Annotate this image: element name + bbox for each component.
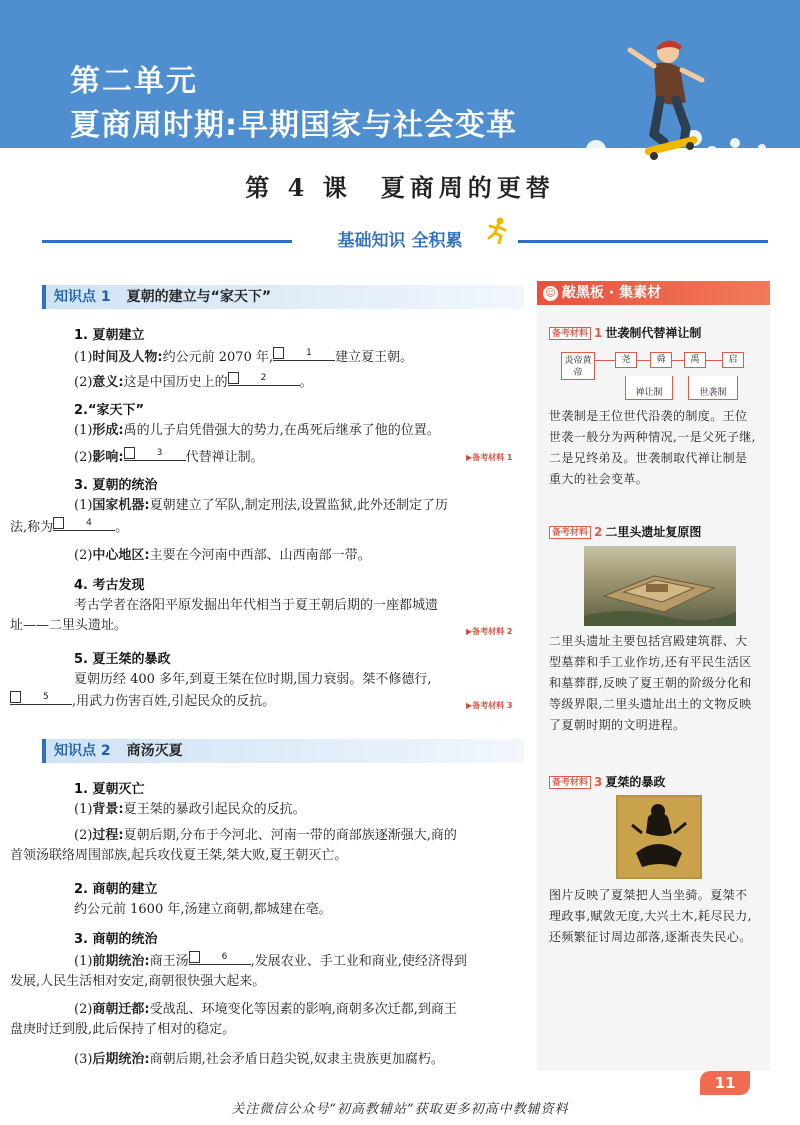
material-2-text: 二里头遗址主要包括宫殿建筑群、大型墓葬和手工业作坊,还有平民生活区和墓葬群,反映了夏王朝的阶级分化和等级界限,二里头遗址出土的文物反映了夏朝时期的文明进程。: [549, 634, 752, 732]
erlitou-site-reconstruction-image: [584, 546, 736, 626]
flow-box: 舜: [650, 352, 672, 368]
flow-connector: [672, 360, 684, 361]
flow-bracket-label: 世袭制: [688, 376, 738, 400]
fill-blank[interactable]: 3: [124, 446, 186, 461]
heading: 5. 夏王桀的暴政: [74, 652, 171, 667]
flow-connector: [595, 360, 615, 361]
material-1-text: 世袭制是王位世代沿袭的制度。王位世袭一般分为两种情况,一是父死子继,二是兄终弟及。世袭制取代禅让制是重大的社会变革。: [549, 409, 756, 486]
knowledge-point-1-header: [42, 285, 524, 309]
paragraph: 约公元前 1600 年,汤建立商朝,都城建在亳。: [74, 902, 332, 917]
paragraph: 夏朝历经 400 多年,到夏王桀在位时期,国力衰弱。桀不修德行, 5 ,用武力伤害百姓,引起民众的反抗。: [42, 670, 526, 712]
paragraph: (2)意义:这是中国历史上的 2 。: [74, 373, 313, 390]
material-ref[interactable]: ▶备考材料 3: [466, 701, 513, 710]
flow-box: 禹: [684, 352, 706, 368]
heading: 3. 夏朝的统治: [74, 478, 158, 493]
flow-connector: [706, 360, 722, 361]
decor-bubble: [586, 140, 606, 148]
footer-note: 关注微信公众号“初高教辅站”获取更多初高中教辅资料: [231, 1102, 569, 1117]
heading: 1. 夏朝灭亡: [74, 782, 145, 797]
paragraph: (1)形成:禹的儿子启凭借强大的势力,在禹死后继承了他的位置。: [74, 423, 440, 438]
material-ref[interactable]: ▶备考材料 1: [466, 453, 513, 462]
flow-box: 炎帝黄帝: [561, 352, 595, 380]
paragraph: 考古学者在洛阳平原发掘出年代相当于夏王朝后期的一座都城遗 址——二里头遗址。: [10, 598, 439, 633]
paragraph: (1)国家机器:夏朝建立了军队,制定刑法,设置监狱,此外还制定了历 法,称为 4 。: [10, 498, 449, 535]
section-title: [0, 226, 800, 251]
decor-bubble: [730, 138, 740, 148]
flow-box: 尧: [615, 352, 637, 368]
material-1-title: 备考材料 1 世袭制代替禅让制: [549, 324, 701, 341]
heading: 2.“家天下”: [74, 403, 145, 418]
decor-bubble: [758, 144, 766, 148]
fill-blank[interactable]: 5: [10, 690, 72, 705]
runner-icon: [485, 216, 511, 244]
smile-icon: ☺: [543, 286, 558, 301]
paragraph: (1)前期统治:商王汤 6 ,发展农业、手工业和商业,使经济得到 发展,人民生活相对安定,商朝很快强大起来。: [10, 952, 467, 989]
paragraph: (1)时间及人物:约公元前 2070 年, 1 建立夏王朝。: [74, 348, 414, 365]
flow-bracket-label: 禅让制: [625, 376, 673, 400]
paragraph: (2)影响: 3 代替禅让制。: [74, 448, 264, 465]
heading: 4. 考古发现: [74, 578, 145, 593]
skateboarder-illustration: [610, 30, 720, 170]
material-3-text: 图片反映了夏桀把人当坐骑。夏桀不理政事,赋敛无度,大兴土木,耗尽民力,还频繁征讨周边部落,逐渐丧失民心。: [549, 888, 752, 944]
heading: 2. 商朝的建立: [74, 882, 158, 897]
material-3-title: 备考材料 3 夏桀的暴政: [549, 773, 665, 790]
fill-blank[interactable]: 1: [273, 346, 335, 361]
flow-box: 启: [722, 352, 744, 368]
paragraph: (2)中心地区:主要在今河南中西部、山西南部一带。: [74, 548, 371, 563]
knowledge-point-2-header: [42, 739, 524, 763]
material-ref[interactable]: ▶备考材料 2: [466, 627, 513, 636]
paragraph: (1)背景:夏王桀的暴政引起民众的反抗。: [74, 802, 306, 817]
kp-title: 商汤灭夏: [126, 743, 183, 759]
fill-blank[interactable]: 2: [228, 371, 300, 386]
lesson-title: 第 4 课 夏商周的更替: [245, 173, 555, 202]
kp-title: 夏朝的建立与“家天下”: [126, 289, 272, 305]
section-title-text: 基础知识 全积累: [328, 231, 473, 251]
paragraph: (2)过程:夏朝后期,分布于今河北、河南一带的商部族逐渐强大,商的 首领汤联络周围部族,起兵攻伐夏王桀,桀大败,夏王朝灭亡。: [10, 828, 457, 863]
paragraph: (2)商朝迁都:受战乱、环境变化等因素的影响,商朝多次迁都,到商王 盘庚时迁到殷,此后保持了相对的稳定。: [10, 1002, 457, 1037]
heading: 1. 夏朝建立: [74, 328, 145, 343]
kp-label: 知识点 2: [54, 743, 111, 759]
page-number: 11: [700, 1071, 750, 1095]
heading: 3. 商朝的统治: [74, 932, 158, 947]
flow-connector: [637, 360, 650, 361]
xia-jie-tyranny-image: [616, 795, 702, 879]
paragraph: (3)后期统治:商朝后期,社会矛盾日趋尖锐,奴隶主贵族更加腐朽。: [74, 1052, 444, 1067]
unit-number: 第二单元: [70, 64, 198, 99]
material-2-title: 备考材料 2 二里头遗址复原图: [549, 523, 701, 540]
sidebar-title: 敲黑板 · 集素材: [562, 285, 662, 301]
fill-blank[interactable]: 6: [189, 950, 251, 965]
unit-title: 夏商周时期:早期国家与社会变革: [70, 108, 517, 143]
sidebar-header: [537, 281, 770, 305]
fill-blank[interactable]: 4: [53, 516, 115, 531]
kp-label: 知识点 1: [54, 289, 111, 305]
